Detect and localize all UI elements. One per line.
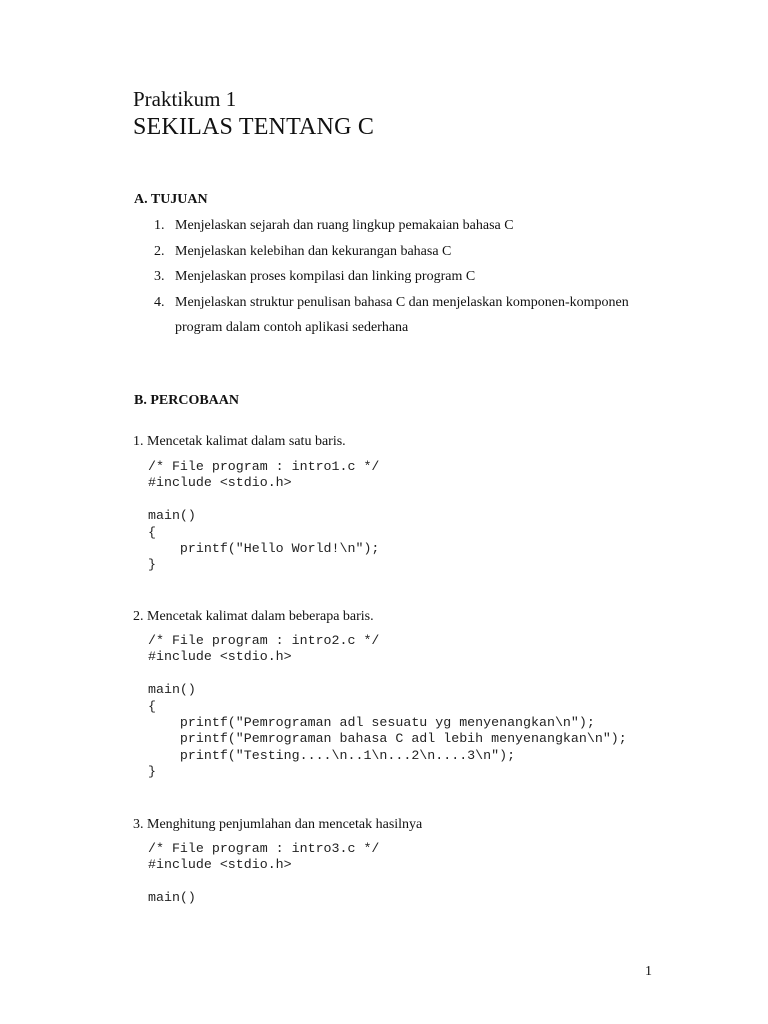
code-line: } [148,764,156,780]
code-line [148,492,379,508]
code-line: main() [148,682,196,698]
code-line: /* File program : intro3.c */ [148,841,380,856]
objective-text: Menjelaskan sejarah dan ruang lingkup pemakaian bahasa C [175,218,514,233]
experiment-1-title: 1. Mencetak kalimat dalam satu baris. [133,434,346,449]
code-line [148,874,379,890]
code-line: #include <stdio.h> [148,649,292,665]
objective-text-continued: program dalam contoh aplikasi sederhana [175,320,409,335]
code-line: printf("Pemrograman bahasa C adl lebih menyenangkan\n"); [148,731,627,747]
code-line: /* File program : intro1.c */ [148,459,380,474]
page-number: 1 [645,964,652,979]
code-line: printf("Hello World!\n"); [148,541,380,557]
code-line: printf("Testing....\n..1\n...2\n....3\n"); [148,747,516,763]
section-a-heading: A. TUJUAN [134,192,208,207]
experiment-3-title: 3. Menghitung penjumlahan dan mencetak hasilnya [133,817,423,832]
code-line: #include <stdio.h> [148,857,292,873]
objective-item [150,290,670,341]
code-block-intro2 [148,633,627,781]
code-block-intro3 [148,841,379,907]
code-block-intro1 [148,459,379,574]
practicum-title: Praktikum 1 [133,87,237,111]
experiment-2-title: 2. Mencetak kalimat dalam beberapa baris. [133,609,374,624]
code-line: { [148,698,156,714]
objective-text: Menjelaskan kelebihan dan kekurangan bahasa C [175,243,452,259]
code-line: printf("Pemrograman adl sesuatu yg menyenangkan\n"); [148,715,595,731]
objective-number: 4. [154,294,165,310]
code-line: } [148,557,156,573]
practicum-subtitle: SEKILAS TENTANG C [133,114,375,140]
objective-item [150,264,670,290]
objective-number: 1. [154,218,165,233]
objectives-list [150,213,670,341]
code-line [148,666,627,682]
objective-text: Menjelaskan proses kompilasi dan linking program C [175,269,476,284]
objective-item [150,239,670,265]
code-line: /* File program : intro2.c */ [148,633,380,648]
section-b-heading: B. PERCOBAAN [134,393,240,408]
objective-item [150,213,670,239]
objective-number: 2. [154,243,165,259]
code-line: main() [148,508,196,524]
objective-number: 3. [154,269,165,284]
code-line: #include <stdio.h> [148,475,292,491]
code-line: { [148,524,156,540]
objective-text: Menjelaskan struktur penulisan bahasa C dan menjelaskan komponen-komponen [175,294,629,310]
code-line: main() [148,890,196,906]
